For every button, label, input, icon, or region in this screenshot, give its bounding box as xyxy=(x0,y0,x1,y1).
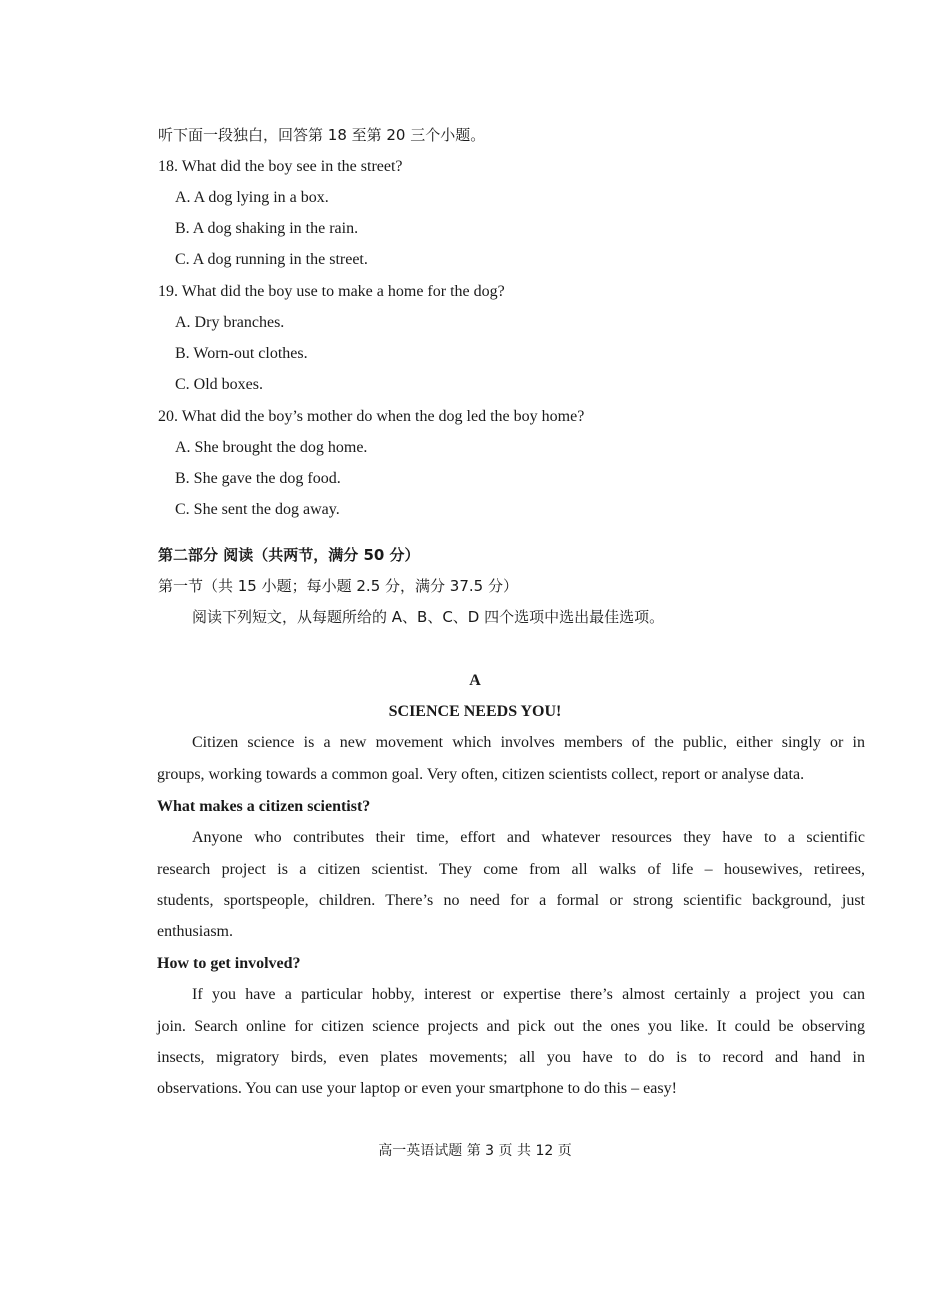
listening-instruction: 听下面一段独白，回答第 18 至第 20 三个小题。 xyxy=(158,126,486,144)
paragraph-2-line-2: research project is a citizen scientist. They come from all walks of life – housewives, retirees, xyxy=(157,861,865,878)
question-18-option-c: C. A dog running in the street. xyxy=(175,251,368,268)
paragraph-1-line-1: Citizen science is a new movement which involves members of the public, either singly or in xyxy=(192,734,865,751)
question-18-option-a: A. A dog lying in a box. xyxy=(175,189,329,206)
paragraph-2-line-1: Anyone who contributes their time, effort and whatever resources they have to a scientific xyxy=(192,829,865,846)
part-two-heading: 第二部分 阅读（共两节，满分 50 分） xyxy=(158,546,420,564)
question-20-option-c: C. She sent the dog away. xyxy=(175,501,340,518)
paragraph-2-line-4: enthusiasm. xyxy=(157,923,233,940)
reading-instruction: 阅读下列短文，从每题所给的 A、B、C、D 四个选项中选出最佳选项。 xyxy=(192,608,665,626)
subheading-get-involved: How to get involved? xyxy=(157,955,301,972)
paragraph-3-line-4: observations. You can use your laptop or even your smartphone to do this – easy! xyxy=(157,1080,677,1097)
paragraph-1-line-2: groups, working towards a common goal. Very often, citizen scientists collect, report or analyse data. xyxy=(157,766,805,783)
question-20-stem: 20. What did the boy’s mother do when the dog led the boy home? xyxy=(158,408,585,425)
question-20-option-b: B. She gave the dog food. xyxy=(175,470,341,487)
question-18-stem: 18. What did the boy see in the street? xyxy=(158,158,403,175)
question-19-option-b: B. Worn-out clothes. xyxy=(175,345,308,362)
paragraph-3-line-3: insects, migratory birds, even plates movements; all you have to do is to record and hand in xyxy=(157,1049,865,1066)
question-20-option-a: A. She brought the dog home. xyxy=(175,439,368,456)
page-footer: 高一英语试题 第 3 页 共 12 页 xyxy=(378,1143,572,1159)
question-19-stem: 19. What did the boy use to make a home for the dog? xyxy=(158,283,505,300)
paragraph-2-line-3: students, sportspeople, children. There’s no need for a formal or strong scientific background, just xyxy=(157,892,865,909)
subheading-citizen-scientist: What makes a citizen scientist? xyxy=(157,798,371,815)
paragraph-3-line-1: If you have a particular hobby, interest or expertise there’s almost certainly a project you can xyxy=(192,986,865,1003)
question-19-option-a: A. Dry branches. xyxy=(175,314,285,331)
paragraph-3-line-2: join. Search online for citizen science projects and pick out the ones you like. It could be observing xyxy=(157,1018,865,1035)
question-19-option-c: C. Old boxes. xyxy=(175,376,263,393)
question-18-option-b: B. A dog shaking in the rain. xyxy=(175,220,359,237)
passage-letter: A xyxy=(469,672,481,689)
section-one-heading: 第一节（共 15 小题；每小题 2.5 分，满分 37.5 分） xyxy=(158,577,518,595)
passage-title: SCIENCE NEEDS YOU! xyxy=(388,703,562,720)
